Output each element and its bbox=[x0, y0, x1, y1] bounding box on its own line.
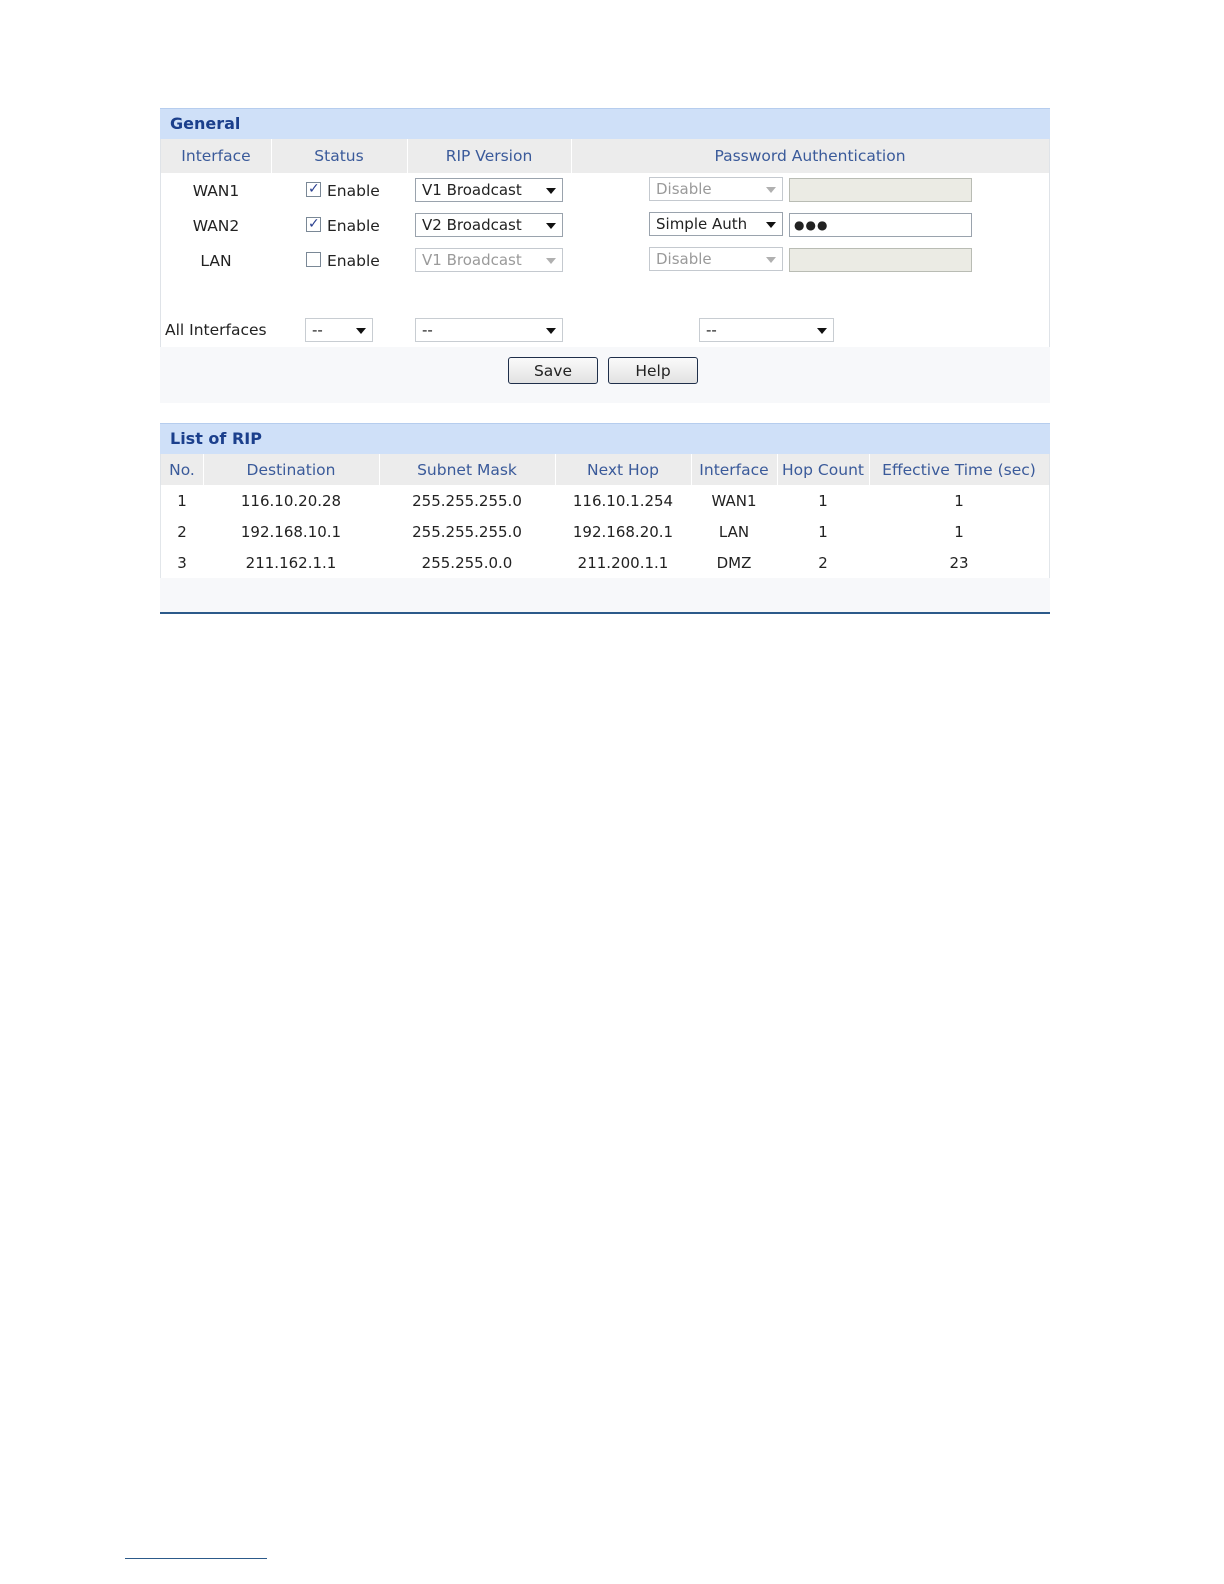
cell-interface: DMZ bbox=[716, 553, 752, 572]
rip-version-select-wan2[interactable] bbox=[415, 213, 563, 237]
general-row-lan bbox=[160, 243, 1050, 279]
general-row-wan2 bbox=[160, 208, 1050, 244]
table-row bbox=[160, 516, 1050, 548]
rip-list-title: List of RIP bbox=[160, 423, 1050, 454]
auth-value: Disable bbox=[656, 180, 712, 198]
enable-label: Enable bbox=[327, 181, 380, 200]
table-row bbox=[160, 485, 1050, 517]
interface-name: WAN1 bbox=[192, 181, 240, 200]
enable-label: Enable bbox=[327, 251, 380, 270]
rip-version-value: V1 Broadcast bbox=[422, 251, 522, 269]
all-interfaces-label: All Interfaces bbox=[165, 321, 267, 339]
cell-subnet-mask: 255.255.0.0 bbox=[421, 553, 513, 572]
enable-checkbox-lan[interactable] bbox=[306, 252, 321, 267]
all-rip-select[interactable] bbox=[415, 318, 563, 342]
cell-destination: 211.162.1.1 bbox=[245, 553, 337, 572]
col-header-effective-time: Effective Time (sec) bbox=[882, 460, 1036, 479]
cell-next-hop: 116.10.1.254 bbox=[572, 491, 674, 510]
checkmark-icon: ✓ bbox=[308, 216, 320, 232]
all-auth-select[interactable] bbox=[699, 318, 834, 342]
chevron-down-icon bbox=[766, 257, 776, 263]
chevron-down-icon bbox=[766, 187, 776, 193]
cell-no: 3 bbox=[177, 553, 187, 572]
cell-destination: 116.10.20.28 bbox=[240, 491, 342, 510]
cell-hop-count: 2 bbox=[818, 553, 828, 572]
all-status-select[interactable] bbox=[305, 318, 373, 342]
general-panel bbox=[160, 108, 1050, 380]
password-field-wan2[interactable]: ●●● bbox=[789, 213, 972, 237]
header-rip-version: RIP Version bbox=[445, 147, 533, 165]
cell-interface: LAN bbox=[718, 522, 750, 541]
general-title: General bbox=[160, 108, 1050, 139]
table-row bbox=[160, 547, 1050, 579]
general-header-row bbox=[160, 139, 1050, 174]
rip-list-panel bbox=[160, 423, 1050, 572]
col-header-subnet-mask: Subnet Mask bbox=[417, 460, 517, 479]
auth-select-wan1[interactable] bbox=[649, 177, 783, 201]
cell-hop-count: 1 bbox=[818, 522, 828, 541]
chevron-down-icon bbox=[546, 258, 556, 264]
chevron-down-icon bbox=[817, 328, 827, 334]
col-header-hop-count: Hop Count bbox=[782, 460, 864, 479]
cell-effective-time: 23 bbox=[949, 553, 969, 572]
rip-version-value: V1 Broadcast bbox=[422, 181, 522, 199]
rip-list-header-row bbox=[160, 454, 1050, 486]
password-field-lan[interactable] bbox=[789, 248, 972, 272]
general-row-wan1 bbox=[160, 173, 1050, 209]
section-divider bbox=[160, 612, 1050, 614]
enable-label: Enable bbox=[327, 216, 380, 235]
col-header-interface: Interface bbox=[699, 460, 769, 479]
cell-no: 1 bbox=[177, 491, 187, 510]
interface-name: LAN bbox=[200, 251, 232, 270]
header-interface: Interface bbox=[181, 147, 251, 165]
auth-select-wan2[interactable] bbox=[649, 212, 783, 236]
rip-list-footer bbox=[160, 578, 1050, 612]
chevron-down-icon bbox=[356, 328, 366, 334]
checkmark-icon: ✓ bbox=[308, 181, 320, 197]
enable-checkbox-wan1[interactable] bbox=[306, 182, 321, 197]
auth-value: Disable bbox=[656, 250, 712, 268]
all-interfaces-row bbox=[160, 313, 1050, 348]
all-status-value: -- bbox=[312, 321, 323, 339]
chevron-down-icon bbox=[546, 188, 556, 194]
chevron-down-icon bbox=[766, 222, 776, 228]
cell-no: 2 bbox=[177, 522, 187, 541]
button-bar bbox=[160, 347, 1050, 403]
auth-value: Simple Auth bbox=[656, 215, 748, 233]
chevron-down-icon bbox=[546, 328, 556, 334]
header-password-auth: Password Authentication bbox=[714, 147, 906, 165]
chevron-down-icon bbox=[546, 223, 556, 229]
password-field-wan1[interactable] bbox=[789, 178, 972, 202]
help-button[interactable]: Help bbox=[608, 357, 698, 384]
cell-next-hop: 192.168.20.1 bbox=[572, 522, 674, 541]
general-spacer-row bbox=[160, 278, 1050, 314]
enable-checkbox-wan2[interactable] bbox=[306, 217, 321, 232]
cell-next-hop: 211.200.1.1 bbox=[577, 553, 669, 572]
rip-version-select-lan[interactable] bbox=[415, 248, 563, 272]
col-header-destination: Destination bbox=[246, 460, 336, 479]
cell-effective-time: 1 bbox=[954, 522, 964, 541]
auth-select-lan[interactable] bbox=[649, 247, 783, 271]
all-auth-value: -- bbox=[706, 321, 717, 339]
cell-subnet-mask: 255.255.255.0 bbox=[412, 491, 522, 510]
footnote-rule bbox=[125, 1558, 267, 1559]
col-header-no: No. bbox=[169, 460, 195, 479]
cell-effective-time: 1 bbox=[954, 491, 964, 510]
cell-destination: 192.168.10.1 bbox=[240, 522, 342, 541]
all-rip-value: -- bbox=[422, 321, 433, 339]
save-button[interactable]: Save bbox=[508, 357, 598, 384]
cell-subnet-mask: 255.255.255.0 bbox=[412, 522, 522, 541]
rip-version-value: V2 Broadcast bbox=[422, 216, 522, 234]
col-header-next-hop: Next Hop bbox=[586, 460, 659, 479]
rip-version-select-wan1[interactable] bbox=[415, 178, 563, 202]
interface-name: WAN2 bbox=[192, 216, 240, 235]
cell-hop-count: 1 bbox=[818, 491, 828, 510]
header-status: Status bbox=[314, 147, 364, 165]
cell-interface: WAN1 bbox=[711, 491, 757, 510]
